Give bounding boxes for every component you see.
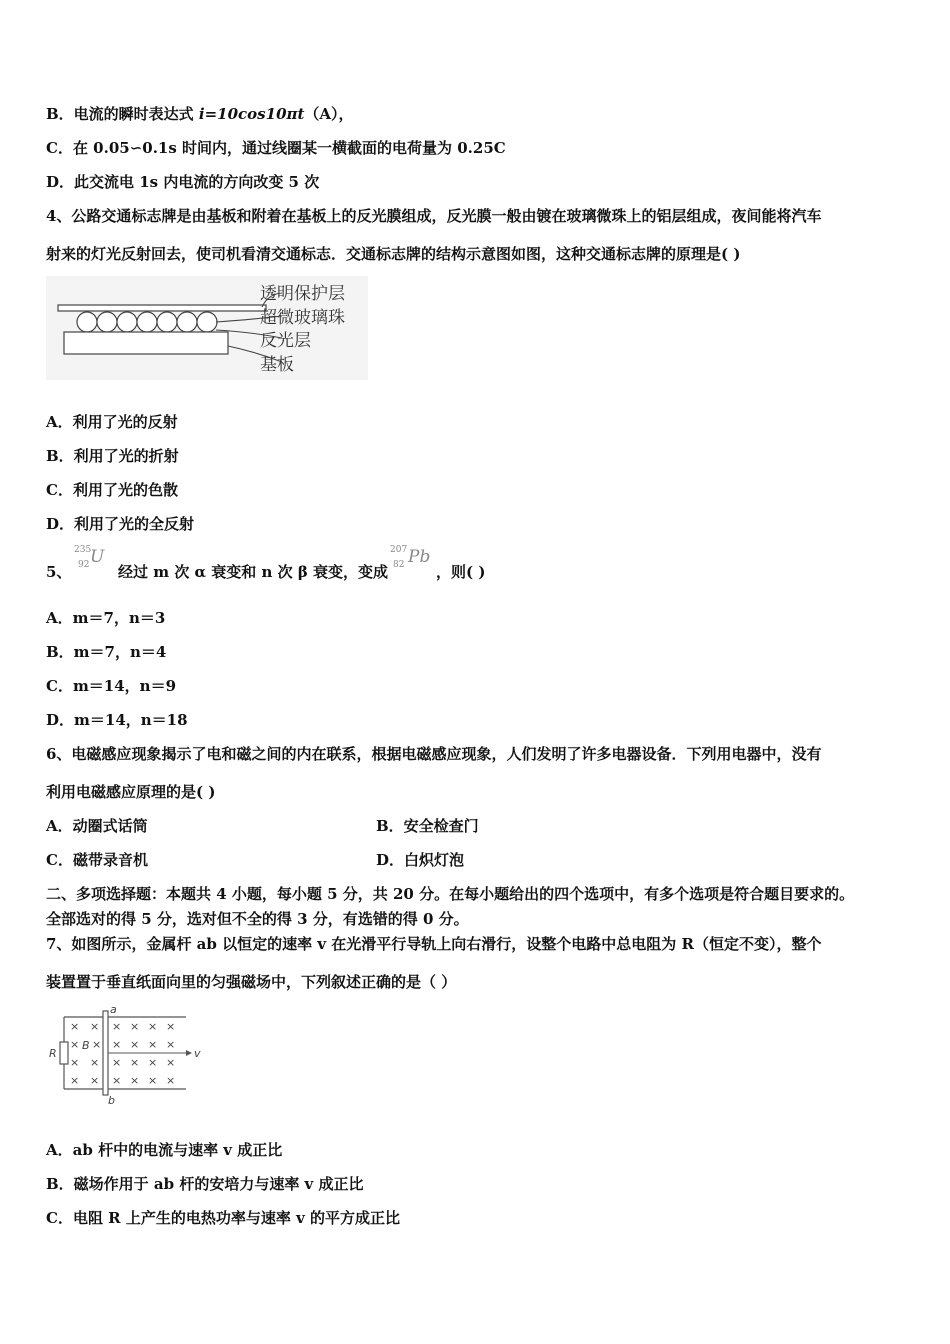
label-b-field: B <box>82 1039 90 1052</box>
q4-option-b: B．利用了光的折射 <box>46 447 179 465</box>
q6-stem-line1: 6、电磁感应现象揭示了电和磁之间的内在联系，根据电磁感应现象，人们发明了许多电器设备．下列用电器中，没有 <box>46 745 822 763</box>
label-substrate: 基板 <box>260 355 294 375</box>
metal-rod-ab <box>103 1011 108 1095</box>
field-cross-mark: × <box>130 1074 140 1087</box>
resistor-r <box>60 1042 68 1064</box>
protective-layer <box>58 305 266 311</box>
field-cross-mark: × <box>130 1038 140 1051</box>
label-b: b <box>108 1094 115 1107</box>
field-cross-mark: × <box>70 1056 80 1069</box>
field-cross-mark: × <box>148 1056 158 1069</box>
q7-option-a: A．ab 杆中的电流与速率 v 成正比 <box>46 1141 283 1159</box>
label-a: a <box>110 1004 117 1016</box>
field-cross-mark: × <box>130 1020 140 1033</box>
field-cross-mark: × <box>90 1020 100 1033</box>
q5-option-b: B．m＝7，n＝4 <box>46 643 167 661</box>
q6-option-b: B．安全检查门 <box>376 817 479 835</box>
pb-mass-number: 207 <box>390 545 408 555</box>
glass-bead <box>177 312 197 332</box>
q7-option-c: C．电阻 R 上产生的电热功率与速率 v 的平方成正比 <box>46 1209 401 1227</box>
q4-stem-line1: 4、公路交通标志牌是由基板和附着在基板上的反光膜组成，反光膜一般由镀在玻璃微珠上的铝层组成，夜间能将汽车 <box>46 207 822 225</box>
q7-rail-circuit-diagram <box>46 1004 206 1108</box>
field-cross-mark: × <box>166 1020 176 1033</box>
field-cross-mark: × <box>70 1038 80 1051</box>
q5-text-mid: 经过 m 次 α 衰变和 n 次 β 衰变，变成 <box>118 563 389 581</box>
q6-option-c: C．磁带录音机 <box>46 851 148 869</box>
q7-stem-line1: 7、如图所示，金属杆 ab 以恒定的速率 v 在光滑平行导轨上向右滑行，设整个电路中总电阻为 R（恒定不变），整个 <box>46 935 822 953</box>
glass-bead <box>137 312 157 332</box>
q5-option-d: D．m＝14，n＝18 <box>46 711 188 729</box>
field-cross-mark: × <box>166 1056 176 1069</box>
velocity-arrow-head <box>186 1050 192 1056</box>
section2-header-line2: 全部选对的得 5 分，选对但不全的得 3 分，有选错的得 0 分。 <box>46 910 469 928</box>
glass-bead <box>117 312 137 332</box>
q4-option-a: A．利用了光的反射 <box>46 413 178 431</box>
q5-option-c: C．m＝14，n＝9 <box>46 677 177 695</box>
q3-option-b-formula: i=10cos10πt <box>198 105 305 123</box>
u-symbol: U <box>90 547 105 567</box>
field-cross-mark: × <box>166 1074 176 1087</box>
section2-header-line1: 二、多项选择题：本题共 4 小题，每小题 5 分，共 20 分。在每小题给出的四个选项中，有多个选项是符合题目要求的。 <box>46 885 855 903</box>
label-v: v <box>194 1047 201 1060</box>
field-cross-mark: × <box>112 1074 122 1087</box>
field-cross-mark: × <box>90 1056 100 1069</box>
u-mass-number: 235 <box>74 545 92 555</box>
uranium-nuclide <box>74 545 114 575</box>
lead-nuclide <box>390 545 438 575</box>
field-cross-mark: × <box>112 1020 122 1033</box>
label-reflective-layer: 反光层 <box>260 331 311 351</box>
q7-option-b: B．磁场作用于 ab 杆的安培力与速率 v 成正比 <box>46 1175 364 1193</box>
q3-option-b-prefix: B．电流的瞬时表达式 <box>46 105 199 123</box>
field-cross-mark: × <box>112 1056 122 1069</box>
field-cross-mark: × <box>148 1038 158 1051</box>
q6-stem-line2: 利用电磁感应原理的是( ) <box>46 783 216 801</box>
q3-option-c: C．在 0.05∽0.1s 时间内，通过线圈某一横截面的电荷量为 0.25C <box>46 139 506 157</box>
pb-symbol: Pb <box>408 547 431 567</box>
glass-bead <box>97 312 117 332</box>
field-cross-mark: × <box>166 1038 176 1051</box>
field-cross-mark: × <box>90 1074 100 1087</box>
q3-option-d: D．此交流电 1s 内电流的方向改变 5 次 <box>46 173 320 191</box>
u-atomic-number: 92 <box>78 560 90 570</box>
q4-stem-line2: 射来的灯光反射回去，使司机看清交通标志．交通标志牌的结构示意图如图，这种交通标志牌的原理是( ) <box>46 245 741 263</box>
field-cross-mark: × <box>148 1074 158 1087</box>
q5-option-a: A．m＝7，n＝3 <box>46 609 166 627</box>
q3-option-b-suffix: （A）， <box>304 105 354 123</box>
pb-atomic-number: 82 <box>393 560 405 570</box>
label-r: R <box>49 1047 57 1060</box>
q3-option-b <box>46 103 910 124</box>
field-cross-mark: × <box>70 1020 80 1033</box>
field-cross-mark: × <box>70 1074 80 1087</box>
glass-bead <box>77 312 97 332</box>
field-cross-mark: × <box>92 1038 102 1051</box>
label-glass-beads: 超微玻璃珠 <box>260 308 345 328</box>
q7-stem-line2: 装置置于垂直纸面向里的匀强磁场中，下列叙述正确的是（ ） <box>46 973 457 991</box>
q5-number: 5、 <box>46 563 72 581</box>
field-cross-mark: × <box>112 1038 122 1051</box>
field-cross-mark: × <box>148 1020 158 1033</box>
q5-text-end: ，则( ) <box>436 563 486 581</box>
q4-option-d: D．利用了光的全反射 <box>46 515 195 533</box>
glass-bead <box>157 312 177 332</box>
label-protective-layer: 透明保护层 <box>260 284 345 304</box>
q4-traffic-sign-diagram <box>46 276 368 380</box>
glass-bead <box>197 312 217 332</box>
q4-option-c: C．利用了光的色散 <box>46 481 178 499</box>
q6-option-a: A．动圈式话筒 <box>46 817 148 835</box>
q6-option-d: D．白炽灯泡 <box>376 851 465 869</box>
field-cross-mark: × <box>130 1056 140 1069</box>
substrate-board <box>64 332 228 354</box>
